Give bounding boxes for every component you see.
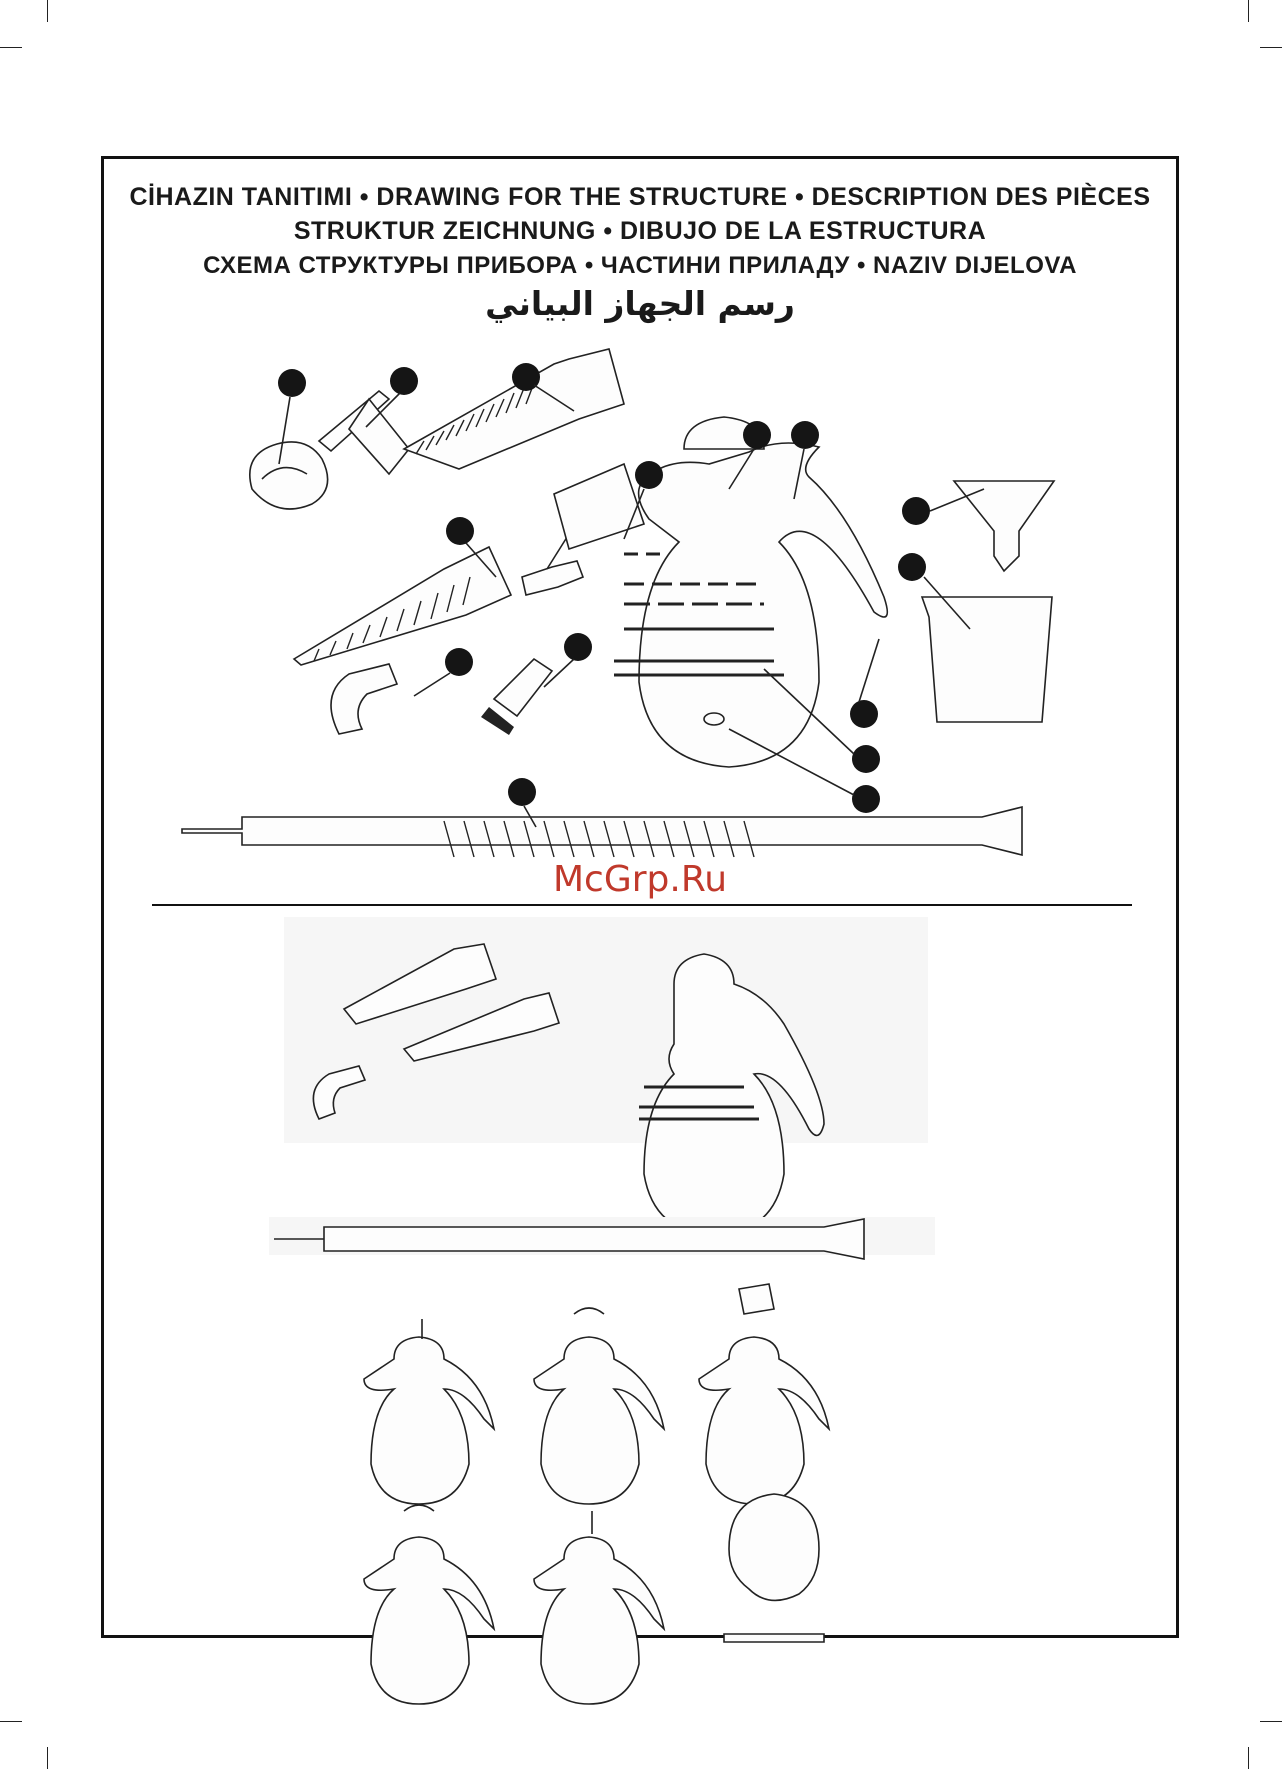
callout-dot: [564, 633, 592, 661]
assembly-overview-drawing: [104, 899, 1182, 1659]
heading-line-3: СХЕМА СТРУКТУРЫ ПРИБОРА • ЧАСТИНИ ПРИЛАДУ • NAZIV DIJELOVA: [203, 252, 1077, 279]
callout-dot: [898, 553, 926, 581]
exploded-parts-diagram: [104, 159, 1182, 759]
crop-mark: [0, 47, 22, 48]
callout-dot: [743, 421, 771, 449]
extension-tube-lower: [294, 517, 511, 665]
callout-dot: [902, 497, 930, 525]
callout-dot: [852, 785, 880, 813]
callout-dot: [508, 778, 536, 806]
window-nozzle-part: [319, 367, 418, 474]
funnel-part: [902, 481, 1054, 571]
page-frame: [101, 156, 1179, 1638]
angled-nozzle-part: [331, 648, 473, 734]
cloth-part: [250, 369, 328, 509]
crop-mark: [1260, 47, 1282, 48]
crop-mark: [1248, 1747, 1249, 1769]
flexible-hose-part: [182, 778, 1022, 857]
step-illustrations: [364, 1284, 829, 1704]
heading-line-1: CİHAZIN TANITIMI • DRAWING FOR THE STRUCTURE • DESCRIPTION DES PIÈCES: [129, 183, 1151, 211]
crop-mark: [1260, 1721, 1282, 1722]
steamer-body: [554, 417, 887, 813]
crop-mark: [0, 1721, 22, 1722]
crop-mark: [47, 0, 48, 22]
heading-line-arabic: رسم الجهاز البياني: [485, 284, 795, 323]
callout-dot: [446, 517, 474, 545]
callout-dot: [390, 367, 418, 395]
crop-mark: [47, 1747, 48, 1769]
callout-dot: [850, 700, 878, 728]
callout-dot: [278, 369, 306, 397]
extension-tube-upper: [404, 349, 624, 469]
measuring-cup-part: [898, 553, 1052, 722]
heading-line-2: STRUKTUR ZEICHNUNG • DIBUJO DE LA ESTRUCTURA: [293, 217, 987, 245]
callout-dot: [791, 421, 819, 449]
watermark-text: McGrp.Ru: [552, 859, 728, 900]
callout-dot: [445, 648, 473, 676]
crop-mark: [1248, 0, 1249, 22]
callout-dot: [852, 745, 880, 773]
callout-dot: [635, 461, 663, 489]
brush-part: [481, 633, 592, 735]
